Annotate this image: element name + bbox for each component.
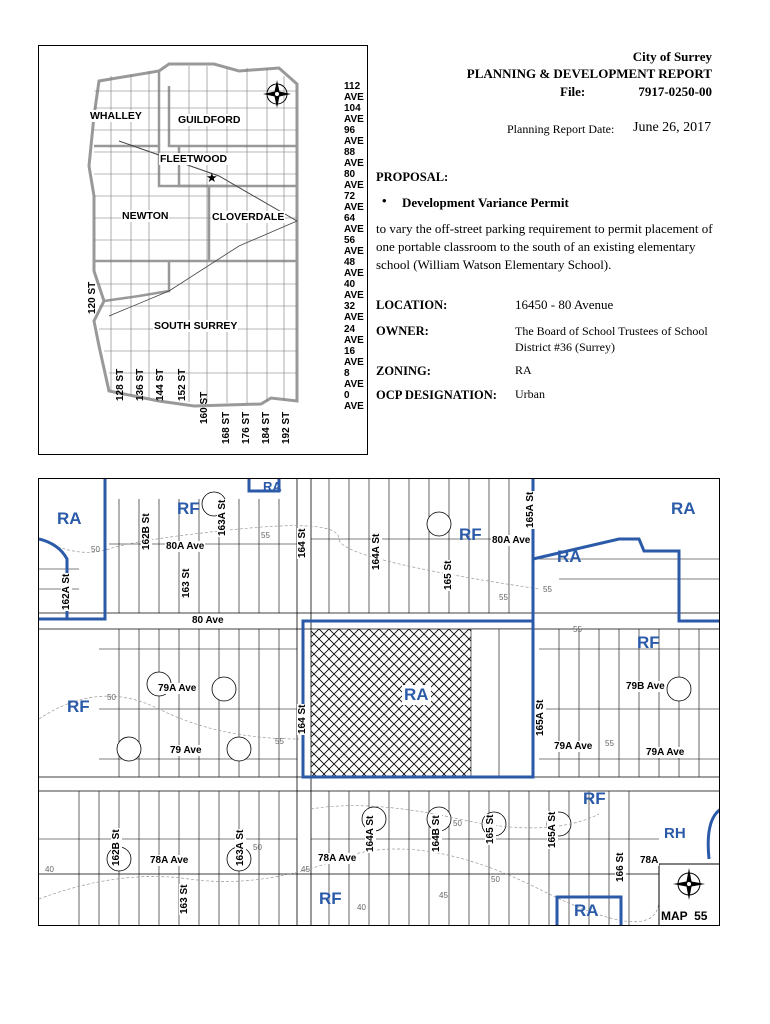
road-label: 164A St xyxy=(365,815,376,852)
road-label: 79 Ave xyxy=(170,745,202,756)
road-label: 79A Ave xyxy=(646,747,685,758)
avenue-label: 112 AVE xyxy=(344,81,364,103)
street-label: 160 ST xyxy=(199,391,210,424)
street-label: 120 ST xyxy=(87,281,98,314)
zone-ra-site: RA xyxy=(404,685,429,704)
contour-label: 55 xyxy=(261,531,270,540)
contour-label: 50 xyxy=(253,843,262,852)
location-value: 16450 - 80 Avenue xyxy=(515,297,614,312)
avenue-label: 16 AVE xyxy=(344,346,364,368)
zone-ra: RA xyxy=(557,547,582,566)
zone-ra: RA xyxy=(263,479,282,494)
street-label: 144 ST xyxy=(155,368,166,401)
contour-label: 40 xyxy=(45,865,54,874)
ocp-value: Urban xyxy=(515,387,545,401)
road-label: 80A Ave xyxy=(166,541,205,552)
compass-icon xyxy=(673,868,705,900)
contour-label: 45 xyxy=(301,865,310,874)
contour-label: 50 xyxy=(453,819,462,828)
file-number: 7917-0250-00 xyxy=(638,84,712,99)
proposal-description: to vary the off-street parking requirement to permit placement of one portable classroom to the south of an existing elementary school (William Watson Elementary School). xyxy=(376,221,713,272)
road-label: 162A St xyxy=(61,573,72,610)
city-name: City of Surrey xyxy=(632,49,712,64)
zone-rf: RF xyxy=(67,697,90,716)
avenue-label: 80 AVE xyxy=(344,169,364,191)
area-newton: NEWTON xyxy=(122,210,169,222)
contour-label: 50 xyxy=(491,875,500,884)
street-label: 152 ST xyxy=(177,368,188,401)
avenue-label: 104 AVE xyxy=(344,103,364,125)
contour-label: 55 xyxy=(499,593,508,602)
avenue-label: 0 AVE xyxy=(344,390,364,412)
contour-label: 55 xyxy=(605,739,614,748)
avenue-label: 48 AVE xyxy=(344,257,364,279)
road-label: 162B St xyxy=(141,513,152,550)
zone-ra: RA xyxy=(574,901,599,920)
road-label: 165A St xyxy=(547,811,558,848)
proposal-bullet: Development Variance Permit xyxy=(402,195,569,210)
road-label: 165A St xyxy=(535,699,546,736)
zone-rf: RF xyxy=(177,499,200,518)
road-label: 80 Ave xyxy=(192,615,224,626)
street-label: 136 ST xyxy=(135,368,146,401)
area-fleetwood: FLEETWOOD xyxy=(160,153,228,165)
road-label: 78A Ave xyxy=(150,855,189,866)
road-label: 164B St xyxy=(431,815,442,852)
road-label: 163A St xyxy=(217,499,228,536)
road-label: 79A Ave xyxy=(554,741,593,752)
road-label: 78A Ave xyxy=(318,853,357,864)
road-label: 164 St xyxy=(297,528,308,558)
street-label: 184 ST xyxy=(261,411,272,444)
road-label: 166 St xyxy=(615,852,626,882)
road-label: 162B St xyxy=(111,829,122,866)
avenue-label: 40 AVE xyxy=(344,279,364,301)
zoning-label: ZONING: xyxy=(376,364,431,378)
zone-ra: RA xyxy=(57,509,82,528)
area-whalley: WHALLEY xyxy=(90,110,142,122)
avenue-label: 72 AVE xyxy=(344,191,364,213)
contour-label: 55 xyxy=(573,625,582,634)
avenue-label: 32 AVE xyxy=(344,301,364,323)
area-guildford: GUILDFORD xyxy=(178,114,241,126)
avenue-label: 64 AVE xyxy=(344,213,364,235)
area-cloverdale: CLOVERDALE xyxy=(212,211,285,223)
street-label: 176 ST xyxy=(241,411,252,444)
zone-rf: RF xyxy=(319,889,342,908)
ocp-label: OCP DESIGNATION: xyxy=(376,388,497,402)
road-label: 78A xyxy=(640,855,659,866)
avenue-label: 96 AVE xyxy=(344,125,364,147)
date-label: Planning Report Date: xyxy=(507,122,615,136)
zone-rh: RH xyxy=(664,825,686,842)
zone-rf: RF xyxy=(637,633,660,652)
zone-rf: RF xyxy=(583,789,606,808)
site-star-icon: ★ xyxy=(206,171,218,186)
road-label: 163 St xyxy=(179,884,190,914)
zoning-value: RA xyxy=(515,363,532,377)
zone-ra: RA xyxy=(671,499,696,518)
date-value: June 26, 2017 xyxy=(633,120,712,135)
contour-label: 50 xyxy=(107,693,116,702)
street-label: 128 ST xyxy=(115,368,126,401)
contour-label: 55 xyxy=(543,585,552,594)
road-label: 165A St xyxy=(525,491,536,528)
road-label: 165 St xyxy=(485,814,496,844)
road-label: 163 St xyxy=(181,568,192,598)
street-label: 192 ST xyxy=(281,411,292,444)
file-label: File: xyxy=(560,84,586,99)
road-label: 79A Ave xyxy=(158,683,197,694)
contour-label: 45 xyxy=(439,891,448,900)
area-south-surrey: SOUTH SURREY xyxy=(154,320,238,332)
contour-label: 55 xyxy=(275,737,284,746)
road-label: 79B Ave xyxy=(626,681,665,692)
proposal-heading: PROPOSAL: xyxy=(376,170,449,184)
key-map xyxy=(38,45,368,455)
road-label: 164 St xyxy=(297,704,308,734)
road-label: 80A Ave xyxy=(492,535,531,546)
avenue-label: 24 AVE xyxy=(344,324,364,346)
zone-rf: RF xyxy=(459,525,482,544)
road-label: 163A St xyxy=(235,829,246,866)
road-label: 165 St xyxy=(443,560,454,590)
owner-label: OWNER: xyxy=(376,324,429,338)
map-number: MAP 55 xyxy=(661,909,708,923)
site-map xyxy=(38,478,720,926)
avenue-label: 56 AVE xyxy=(344,235,364,257)
contour-label: 50 xyxy=(91,545,100,554)
bullet-icon: • xyxy=(382,193,387,208)
road-label: 164A St xyxy=(371,533,382,570)
avenue-label: 8 AVE xyxy=(344,368,364,390)
location-label: LOCATION: xyxy=(376,298,448,312)
contour-label: 40 xyxy=(357,903,366,912)
avenue-label: 88 AVE xyxy=(344,147,364,169)
owner-value: The Board of School Trustees of School District #36 (Surrey) xyxy=(515,324,708,354)
report-title: PLANNING & DEVELOPMENT REPORT xyxy=(466,66,712,81)
street-label: 168 ST xyxy=(221,411,232,444)
